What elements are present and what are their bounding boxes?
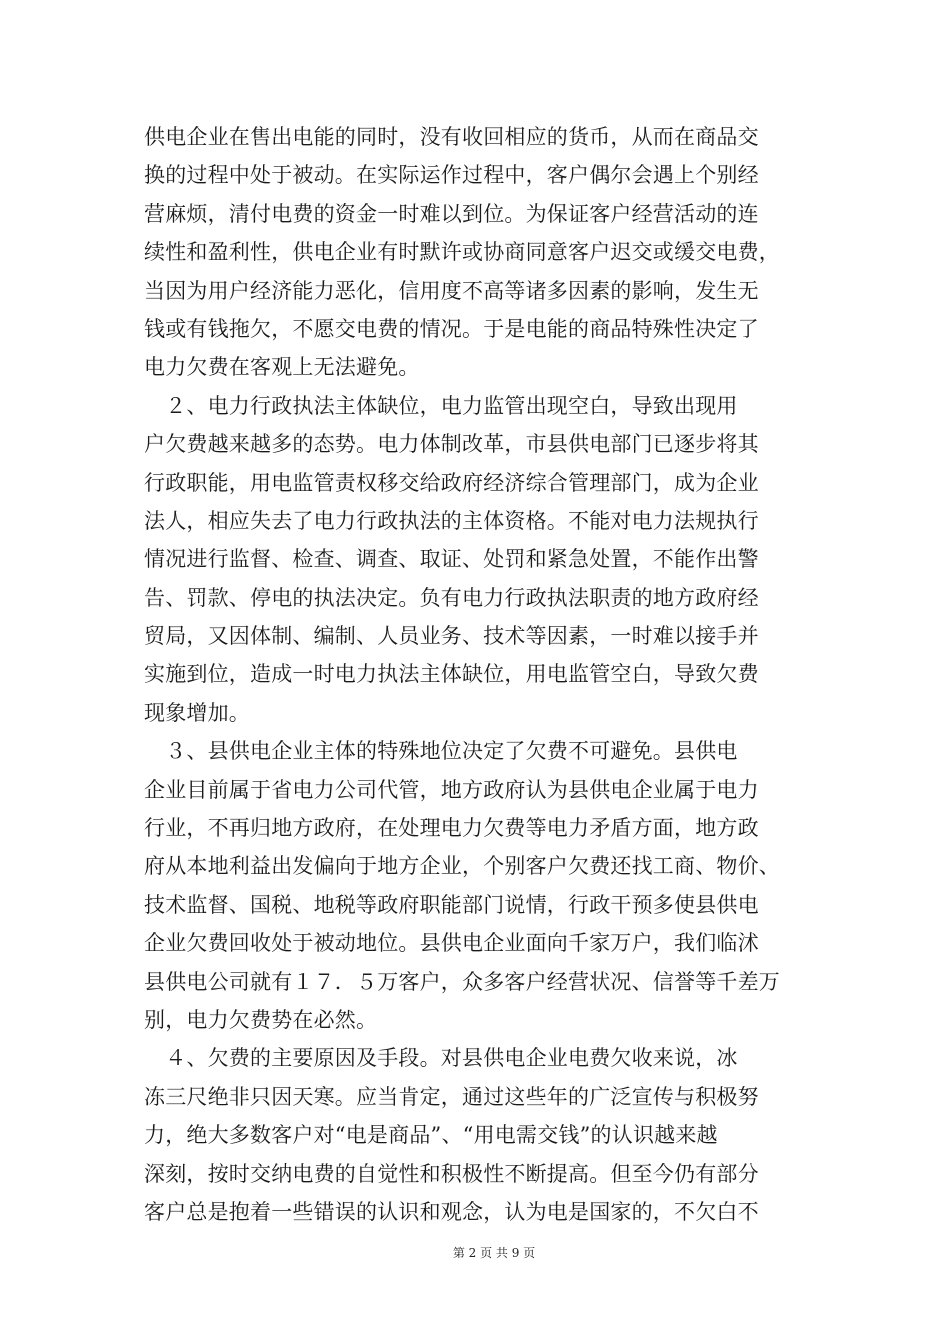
text-line: 电力欠费在客观上无法避免。 bbox=[144, 355, 420, 380]
text-line: 户欠费越来越多的态势。电力体制改革，市县供电部门已逐步将其 bbox=[144, 432, 759, 457]
text-line: 县供电公司就有１７．５万客户，众多客户经营状况、信誉等千差万 bbox=[144, 969, 780, 994]
text-line: 现象增加。 bbox=[144, 700, 250, 725]
page-number-footer: 第 2 页 共 9 页 bbox=[452, 1246, 536, 1260]
text-line: 行政职能，用电监管责权移交给政府经济综合管理部门，成为企业 bbox=[144, 470, 759, 495]
paragraph-start-line: ４、欠费的主要原因及手段。对县供电企业电费欠收来说，冰 bbox=[144, 1046, 738, 1071]
text-line: 力，绝大多数客户对“电是商品”、“用电需交钱”的认识越来越 bbox=[144, 1123, 718, 1148]
text-line: 情况进行监督、检查、调查、取证、处罚和紧急处置，不能作出警 bbox=[144, 547, 759, 572]
text-line: 钱或有钱拖欠，不愿交电费的情况。于是电能的商品特殊性决定了 bbox=[144, 316, 759, 341]
text-line: 别，电力欠费势在必然。 bbox=[144, 1007, 378, 1032]
text-line: 深刻，按时交纳电费的自觉性和积极性不断提高。但至今仍有部分 bbox=[144, 1161, 759, 1186]
text-line: 客户总是抱着一些错误的认识和观念，认为电是国家的，不欠白不 bbox=[144, 1199, 759, 1224]
text-line: 贸局，又因体制、编制、人员业务、技术等因素，一时难以接手并 bbox=[144, 624, 759, 649]
text-line: 换的过程中处于被动。在实际运作过程中，客户偶尔会遇上个别经 bbox=[144, 163, 759, 188]
text-line: 告、罚款、停电的执法决定。负有电力行政执法职责的地方政府经 bbox=[144, 585, 759, 610]
text-line: 当因为用户经济能力恶化，信用度不高等诸多因素的影响，发生无 bbox=[144, 278, 759, 303]
text-line: 技术监督、国税、地税等政府职能部门说情，行政干预多使县供电 bbox=[144, 892, 759, 917]
text-line: 企业欠费回收处于被动地位。县供电企业面向千家万户，我们临沭 bbox=[144, 931, 759, 956]
text-line: 实施到位，造成一时电力执法主体缺位，用电监管空白，导致欠费 bbox=[144, 662, 759, 687]
text-line: 法人，相应失去了电力行政执法的主体资格。不能对电力法规执行 bbox=[144, 508, 759, 533]
text-line: 企业目前属于省电力公司代管，地方政府认为县供电企业属于电力 bbox=[144, 777, 759, 802]
text-line: 供电企业在售出电能的同时，没有收回相应的货币，从而在商品交 bbox=[144, 125, 759, 149]
text-line: 行业，不再归地方政府，在处理电力欠费等电力矛盾方面，地方政 bbox=[144, 816, 759, 841]
text-line: 冻三尺绝非只因天寒。应当肯定，通过这些年的广泛宣传与积极努 bbox=[144, 1084, 759, 1109]
text-line: 府从本地利益出发偏向于地方企业，个别客户欠费还找工商、物价、 bbox=[144, 854, 780, 879]
document-body bbox=[144, 118, 824, 1231]
paragraph-start-line: ３、县供电企业主体的特殊地位决定了欠费不可避免。县供电 bbox=[144, 739, 738, 764]
text-line: 续性和盈利性，供电企业有时默许或协商同意客户迟交或缓交电费， bbox=[144, 240, 780, 265]
text-line: 营麻烦，清付电费的资金一时难以到位。为保证客户经营活动的连 bbox=[144, 201, 759, 226]
paragraph-start-line: ２、电力行政执法主体缺位，电力监管出现空白，导致出现用 bbox=[144, 393, 738, 418]
